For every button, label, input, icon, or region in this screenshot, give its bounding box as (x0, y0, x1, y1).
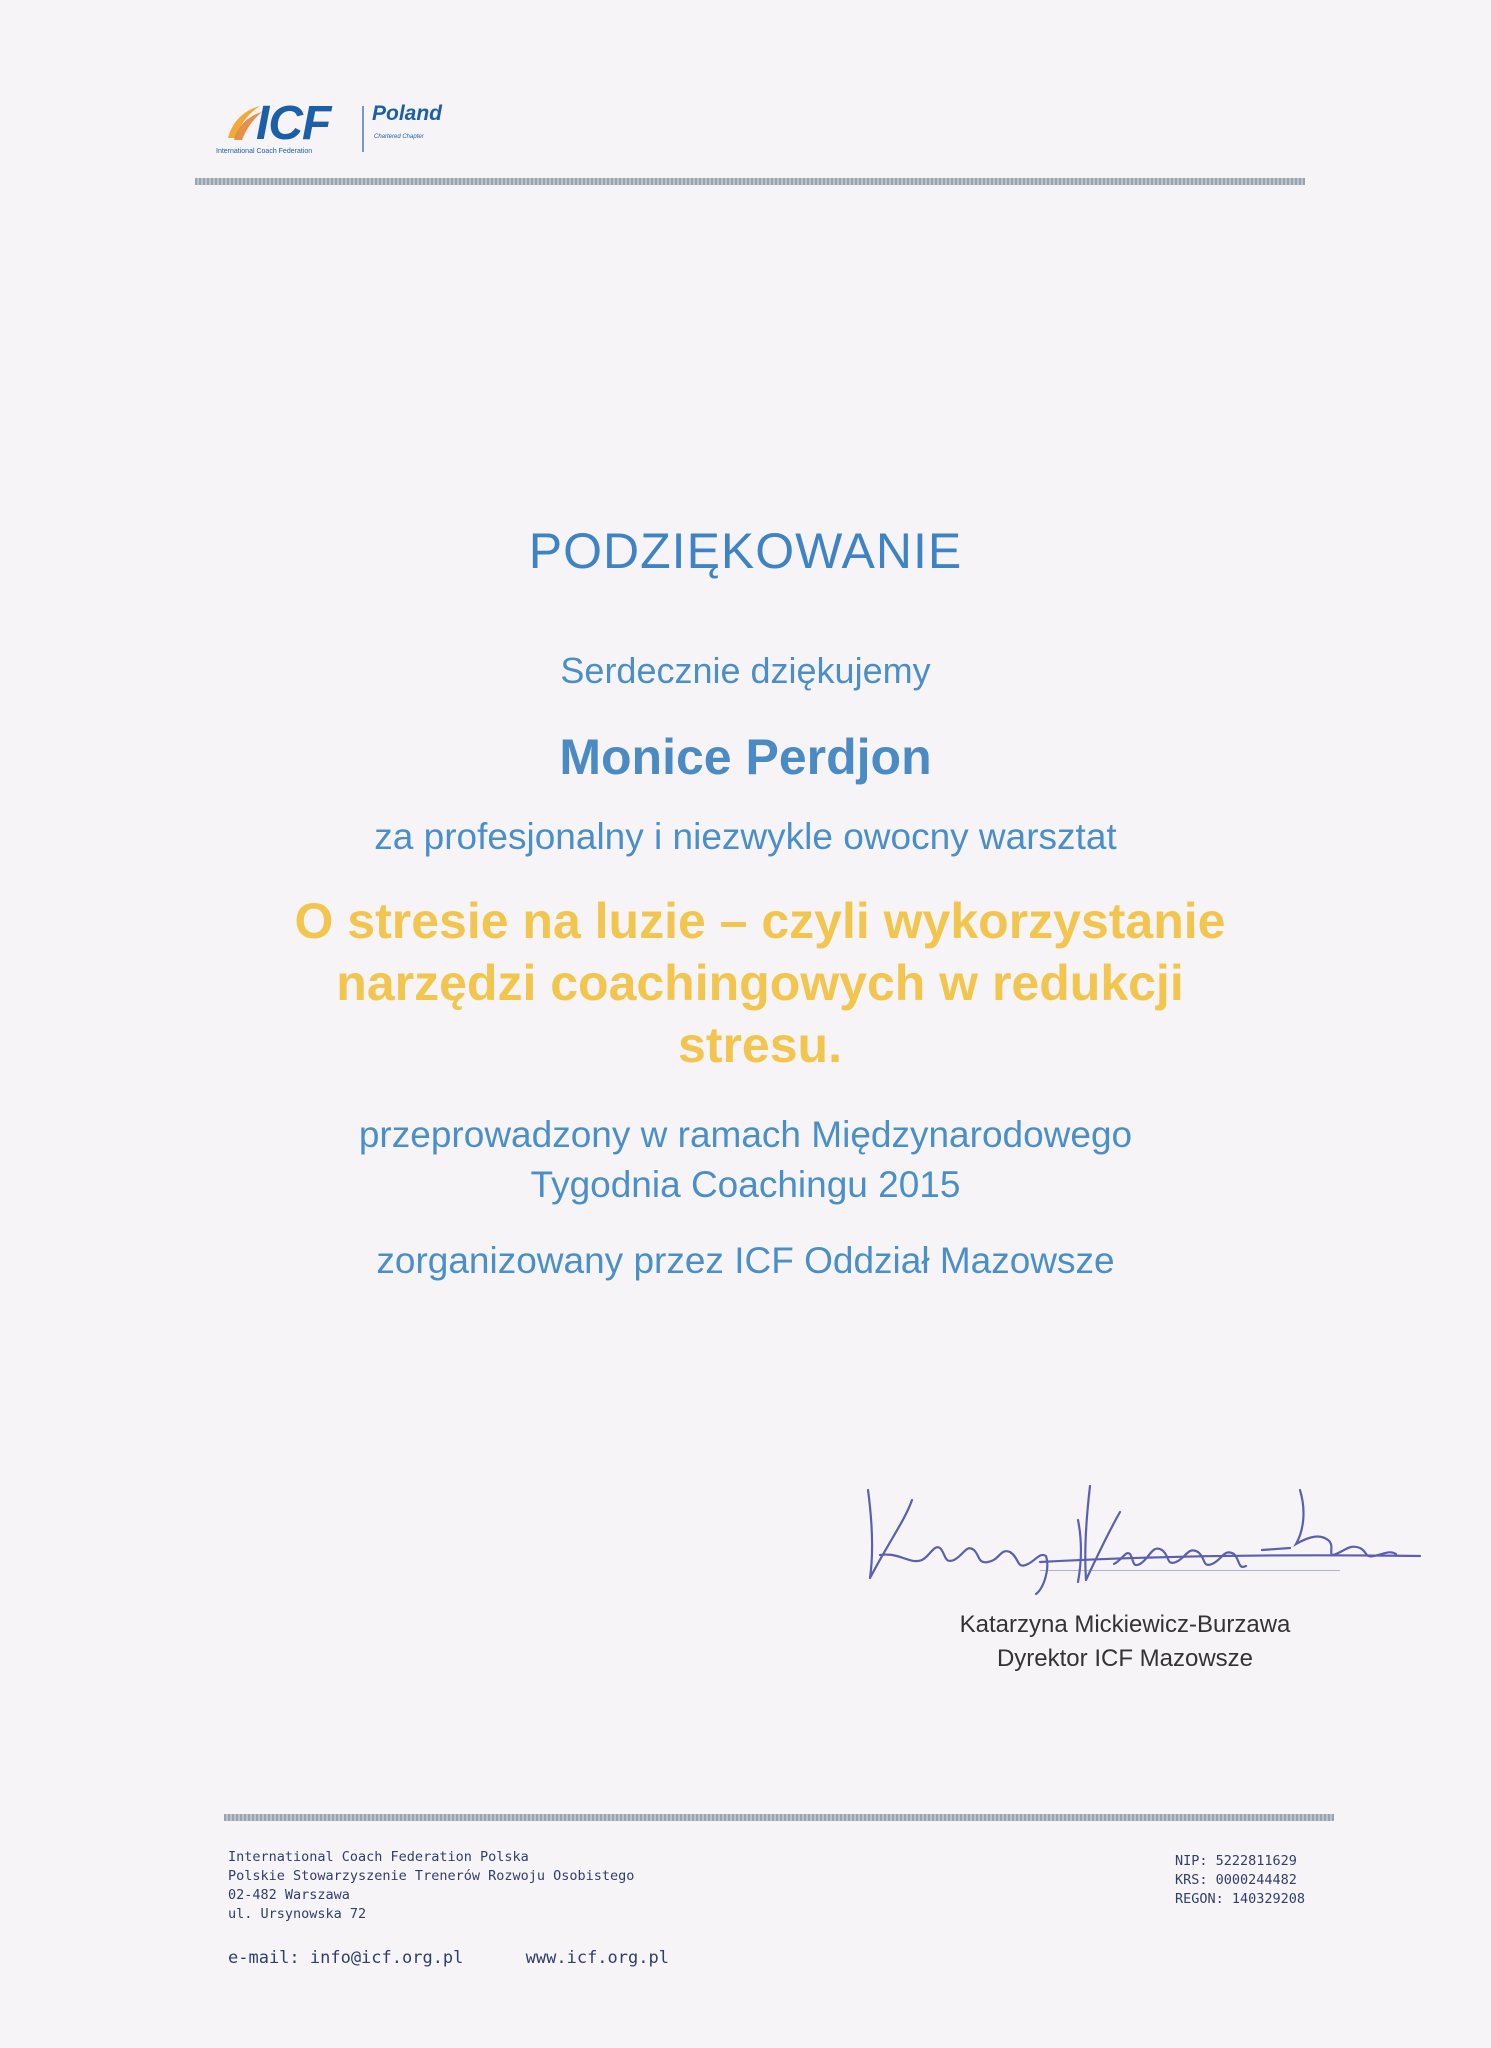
email-text: e-mail: info@icf.org.pl (228, 1948, 464, 1968)
greeting-text: Serdecznie dziękujemy (560, 650, 931, 691)
workshop-title-line: narzędzi coachingowych w redukcji (336, 955, 1184, 1011)
workshop-title (210, 890, 1310, 1076)
document-title: PODZIĘKOWANIE (528, 523, 963, 579)
website-text: www.icf.org.pl (525, 1948, 669, 1968)
signatory-name: Katarzyna Mickiewicz-Burzawa (959, 1611, 1291, 1638)
registry-line: REGON: 140329208 (1175, 1891, 1306, 1907)
signature-line (1040, 1570, 1340, 1571)
reason-text: za profesjonalny i niezwykle owocny warsztat (374, 816, 1117, 857)
handwritten-signature (850, 1460, 1450, 1610)
address-line: ul. Ursynowska 72 (228, 1906, 367, 1922)
signatory (900, 1608, 1350, 1676)
footer-contact (228, 1948, 669, 1968)
organizer-text: zorganizowany przez ICF Oddział Mazowsze (376, 1240, 1115, 1281)
address-line: International Coach Federation Polska (228, 1849, 529, 1865)
signatory-role: Dyrektor ICF Mazowsze (996, 1645, 1254, 1672)
icf-poland-logo (212, 98, 492, 162)
logo-chapter-text: Chartered Chapter (374, 134, 424, 140)
address-line: Polskie Stowarzyszenie Trenerów Rozwoju Osobistego (228, 1868, 635, 1884)
registry-line: KRS: 0000244482 (1175, 1872, 1297, 1888)
header-rule (195, 178, 1305, 185)
workshop-title-line: stresu. (678, 1017, 842, 1073)
footer-registry (1175, 1852, 1305, 1909)
event-context-line: przeprowadzony w ramach Międzynarodowego (358, 1114, 1133, 1155)
registry-line: NIP: 5222811629 (1175, 1853, 1297, 1869)
logo-divider (362, 106, 364, 152)
footer-address (228, 1848, 634, 1924)
address-line: 02-482 Warszawa (228, 1887, 350, 1903)
footer-rule (224, 1814, 1334, 1821)
logo-region-text: Poland (372, 102, 443, 125)
recipient-name: Monice Perdjon (559, 729, 932, 785)
event-context (0, 1110, 1491, 1210)
logo-icf-text: ICF (256, 97, 331, 150)
workshop-title-line: O stresie na luzie – czyli wykorzystanie (294, 893, 1226, 949)
logo-federation-text: International Coach Federation (216, 148, 313, 155)
event-context-line: Tygodnia Coachingu 2015 (530, 1164, 961, 1205)
